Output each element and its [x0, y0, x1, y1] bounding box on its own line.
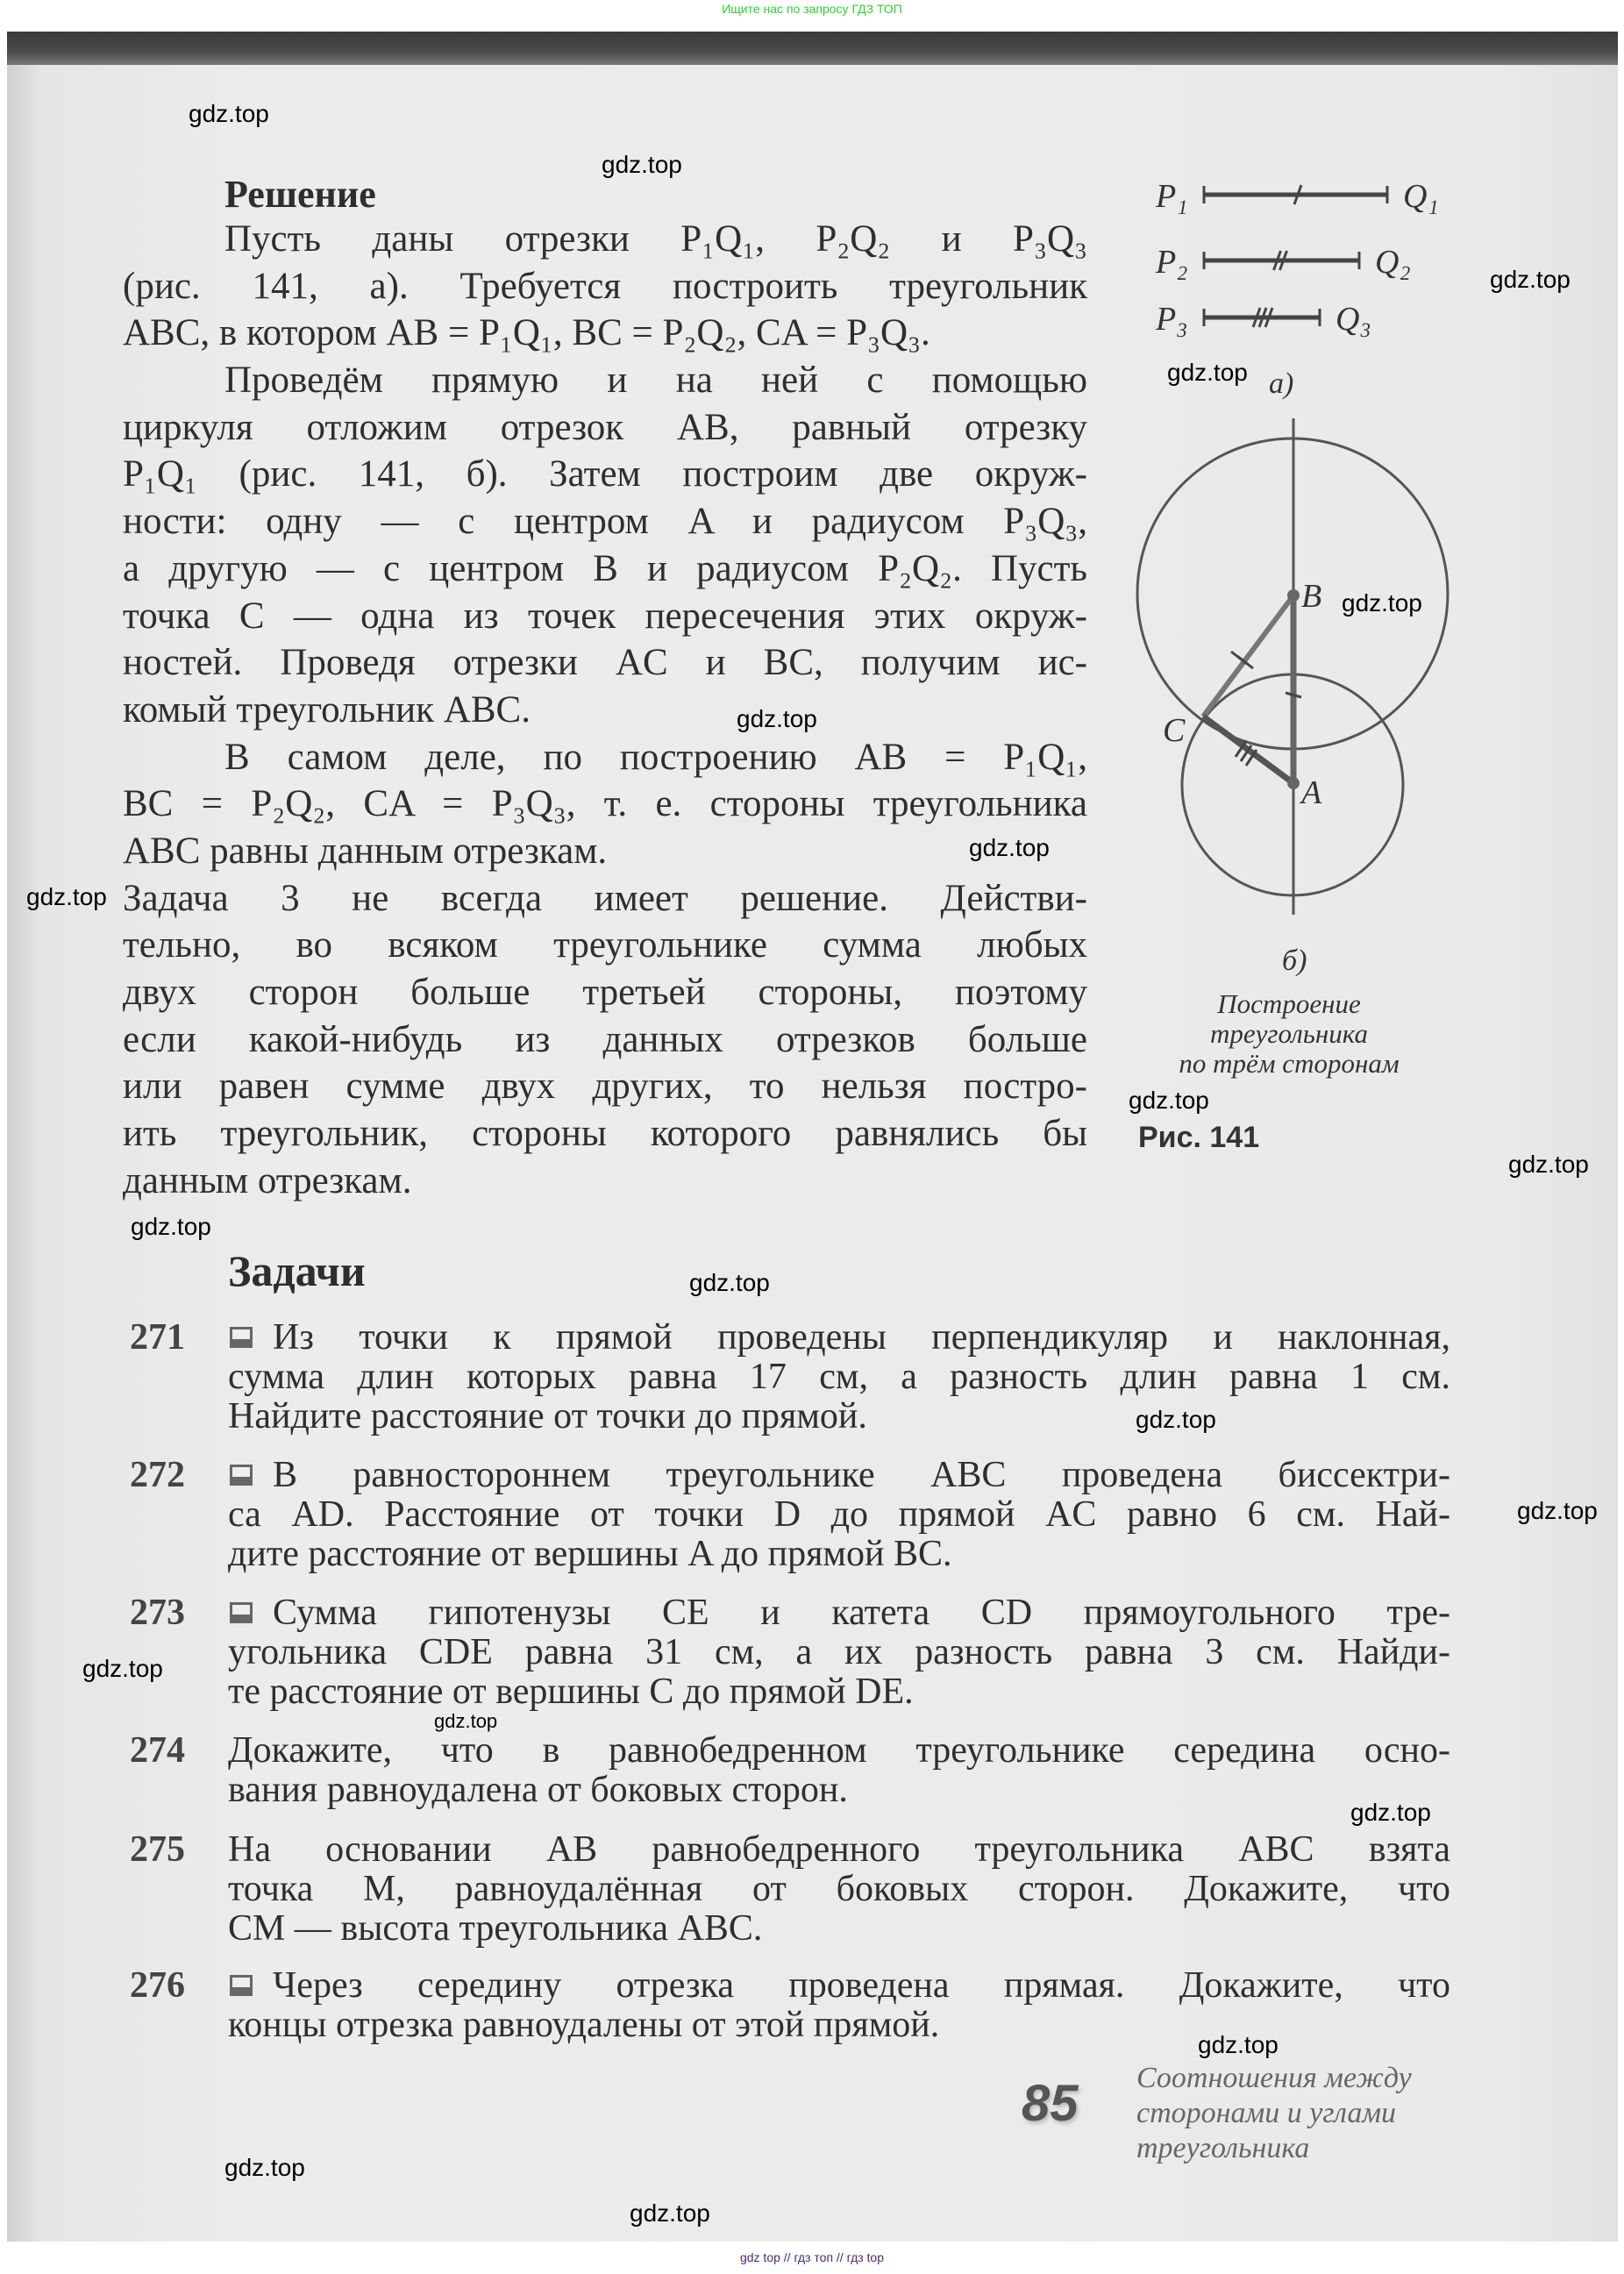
task-text-line: сумма длин которых равна 17 см, а разность длин равна 1 см.: [228, 1357, 1450, 1397]
point-label-c: C: [1163, 712, 1186, 749]
figure-caption: [1131, 989, 1447, 1079]
task-text-line: угольника CDE равна 31 см, а их разность равна 3 см. Найди-: [228, 1632, 1450, 1672]
task-number: 274: [130, 1730, 185, 1771]
text-line: или равен сумме двух других, то нельзя постро-: [123, 1066, 1087, 1108]
solution-heading: Решение: [224, 173, 376, 216]
watermark: gdz.top: [1198, 2031, 1279, 2058]
text-line: данным отрезкам.: [123, 1159, 412, 1201]
watermark: gdz.top: [189, 100, 269, 127]
watermark: gdz.top: [1129, 1087, 1209, 1114]
footer-links: gdz top // гдз топ // гдз top: [739, 2250, 885, 2264]
text-line: Задача 3 не всегда имеет решение. Действи-: [123, 877, 1087, 919]
search-banner: Ищите нас по запросу ГДЗ ТОП: [722, 2, 902, 16]
watermark: gdz.top: [1508, 1151, 1589, 1178]
text-line: Пусть даны отрезки P₁Q₁, P₂Q₂ и P₃Q₃: [224, 218, 1087, 260]
task-text-line: концы отрезка равноудалены от этой прямой.: [228, 2005, 940, 2045]
segment-label-p: P₃: [1156, 301, 1188, 338]
figure-label-b: б): [1282, 945, 1307, 977]
running-title-line: треугольника: [1136, 2132, 1310, 2164]
task-text-line: дите расстояние от вершины A до прямой BC.: [228, 1534, 952, 1574]
task-number: 276: [130, 1965, 185, 2006]
task-text-line: вания равноудалена от боковых сторон.: [228, 1770, 848, 1810]
text-line: (рис. 141, а). Требуется построить треугольник: [123, 265, 1087, 307]
caption-line: Построение: [1217, 988, 1361, 1019]
task-number: 271: [130, 1317, 185, 1358]
point-label-a: A: [1301, 774, 1322, 811]
text-line: точка C — одна из точек пересечения этих окруж-: [123, 595, 1087, 637]
watermark: gdz.top: [737, 705, 817, 732]
task-text-line: те расстояние от вершины C до прямой DE.: [228, 1672, 914, 1712]
text-line: ить треугольник, стороны которого равнялись бы: [123, 1113, 1087, 1155]
point-label-b: B: [1301, 578, 1322, 615]
caption-line: треугольника: [1210, 1018, 1368, 1049]
running-title-line: сторонами и углами: [1136, 2097, 1397, 2129]
text-line: ности: одну — с центром A и радиусом P₃Q₃,: [123, 501, 1087, 543]
text-line: тельно, во всяком треугольнике сумма любых: [123, 924, 1087, 966]
text-line: В самом деле, по построению AB = P₁Q₁,: [224, 736, 1087, 778]
point-a: [1287, 777, 1300, 789]
text-line: BC = P₂Q₂, CA = P₃Q₃, т. е. стороны треугольника: [123, 783, 1087, 825]
task-text-line: Сумма гипотенузы CE и катета CD прямоугольного тре-: [273, 1593, 1450, 1633]
text-line: циркуля отложим отрезок AB, равный отрезку: [123, 406, 1087, 448]
watermark: gdz.top: [630, 2199, 710, 2227]
point-b: [1287, 589, 1300, 602]
text-line: комый треугольник ABC.: [123, 688, 531, 731]
task-text-line: В равностороннем треугольнике ABC проведена биссектри-: [273, 1455, 1450, 1495]
text-line: ностей. Проведя отрезки AC и BC, получим ис-: [123, 642, 1087, 684]
text-line: ABC, в котором AB = P₁Q₁, BC = P₂Q₂, CA = P₃Q₃.: [123, 312, 930, 354]
watermark: gdz.top: [82, 1655, 163, 1682]
running-title-line: Соотношения между: [1136, 2062, 1412, 2094]
watermark: gdz.top: [1517, 1497, 1598, 1524]
watermark: gdz.top: [1167, 359, 1248, 386]
segment-label-q: Q₂: [1375, 244, 1411, 281]
watermark: gdz.top: [969, 834, 1050, 861]
task-text-line: Докажите, что в равнобедренном треугольнике середина осно-: [228, 1730, 1450, 1771]
segment-bc: [1203, 595, 1293, 716]
figure-number: Рис. 141: [1138, 1121, 1260, 1154]
watermark: gdz.top: [26, 883, 107, 910]
text-line: а другую — с центром B и радиусом P₂Q₂. Пусть: [123, 547, 1087, 589]
task-number: 275: [130, 1829, 185, 1870]
task-text-line: точка M, равноудалённая от боковых сторон. Докажите, что: [228, 1869, 1450, 1909]
watermark: gdz.top: [224, 2154, 305, 2181]
task-text-line: CM — высота треугольника ABC.: [228, 1908, 763, 1949]
text-line: ABC равны данным отрезкам.: [123, 830, 608, 872]
task-number: 273: [130, 1593, 185, 1633]
segment-label-p: P₂: [1156, 244, 1188, 281]
segment-label-p: P₁: [1156, 178, 1188, 215]
text-line: Проведём прямую и на ней с помощью: [224, 360, 1087, 402]
watermark: gdz.top: [1136, 1406, 1216, 1433]
task-text-line: Из точки к прямой проведены перпендикуляр и наклонная,: [273, 1317, 1450, 1358]
watermark: gdz.top: [434, 1710, 498, 1732]
watermark: gdz.top: [689, 1269, 770, 1296]
figure-label-a: а): [1269, 367, 1294, 400]
watermark: gdz.top: [1350, 1799, 1431, 1826]
task-text-line: Найдите расстояние от точки до прямой.: [228, 1396, 867, 1436]
task-text-line: са AD. Расстояние от точки D до прямой AC равно 6 см. Най-: [228, 1494, 1450, 1535]
text-line: P₁Q₁ (рис. 141, б). Затем построим две окруж-: [123, 453, 1087, 495]
task-text-line: На основании AB равнобедренного треугольника ABC взята: [228, 1829, 1450, 1870]
watermark: gdz.top: [1342, 589, 1422, 617]
page-number: 85: [1022, 2075, 1079, 2132]
watermark: gdz.top: [131, 1213, 211, 1240]
running-title: [1136, 2061, 1412, 2166]
text-line: если какой-нибудь из данных отрезков больше: [123, 1018, 1087, 1060]
watermark: gdz.top: [602, 151, 682, 178]
text-line: двух сторон больше третьей стороны, поэтому: [123, 972, 1087, 1013]
segment-label-q: Q₃: [1336, 301, 1371, 338]
task-number: 272: [130, 1455, 185, 1495]
caption-line: по трём сторонам: [1179, 1048, 1400, 1079]
tasks-heading: Задачи: [228, 1246, 366, 1295]
segment-label-q: Q₁: [1403, 178, 1439, 215]
watermark: gdz.top: [1490, 266, 1571, 293]
task-text-line: Через середину отрезка проведена прямая. Докажите, что: [273, 1965, 1450, 2006]
